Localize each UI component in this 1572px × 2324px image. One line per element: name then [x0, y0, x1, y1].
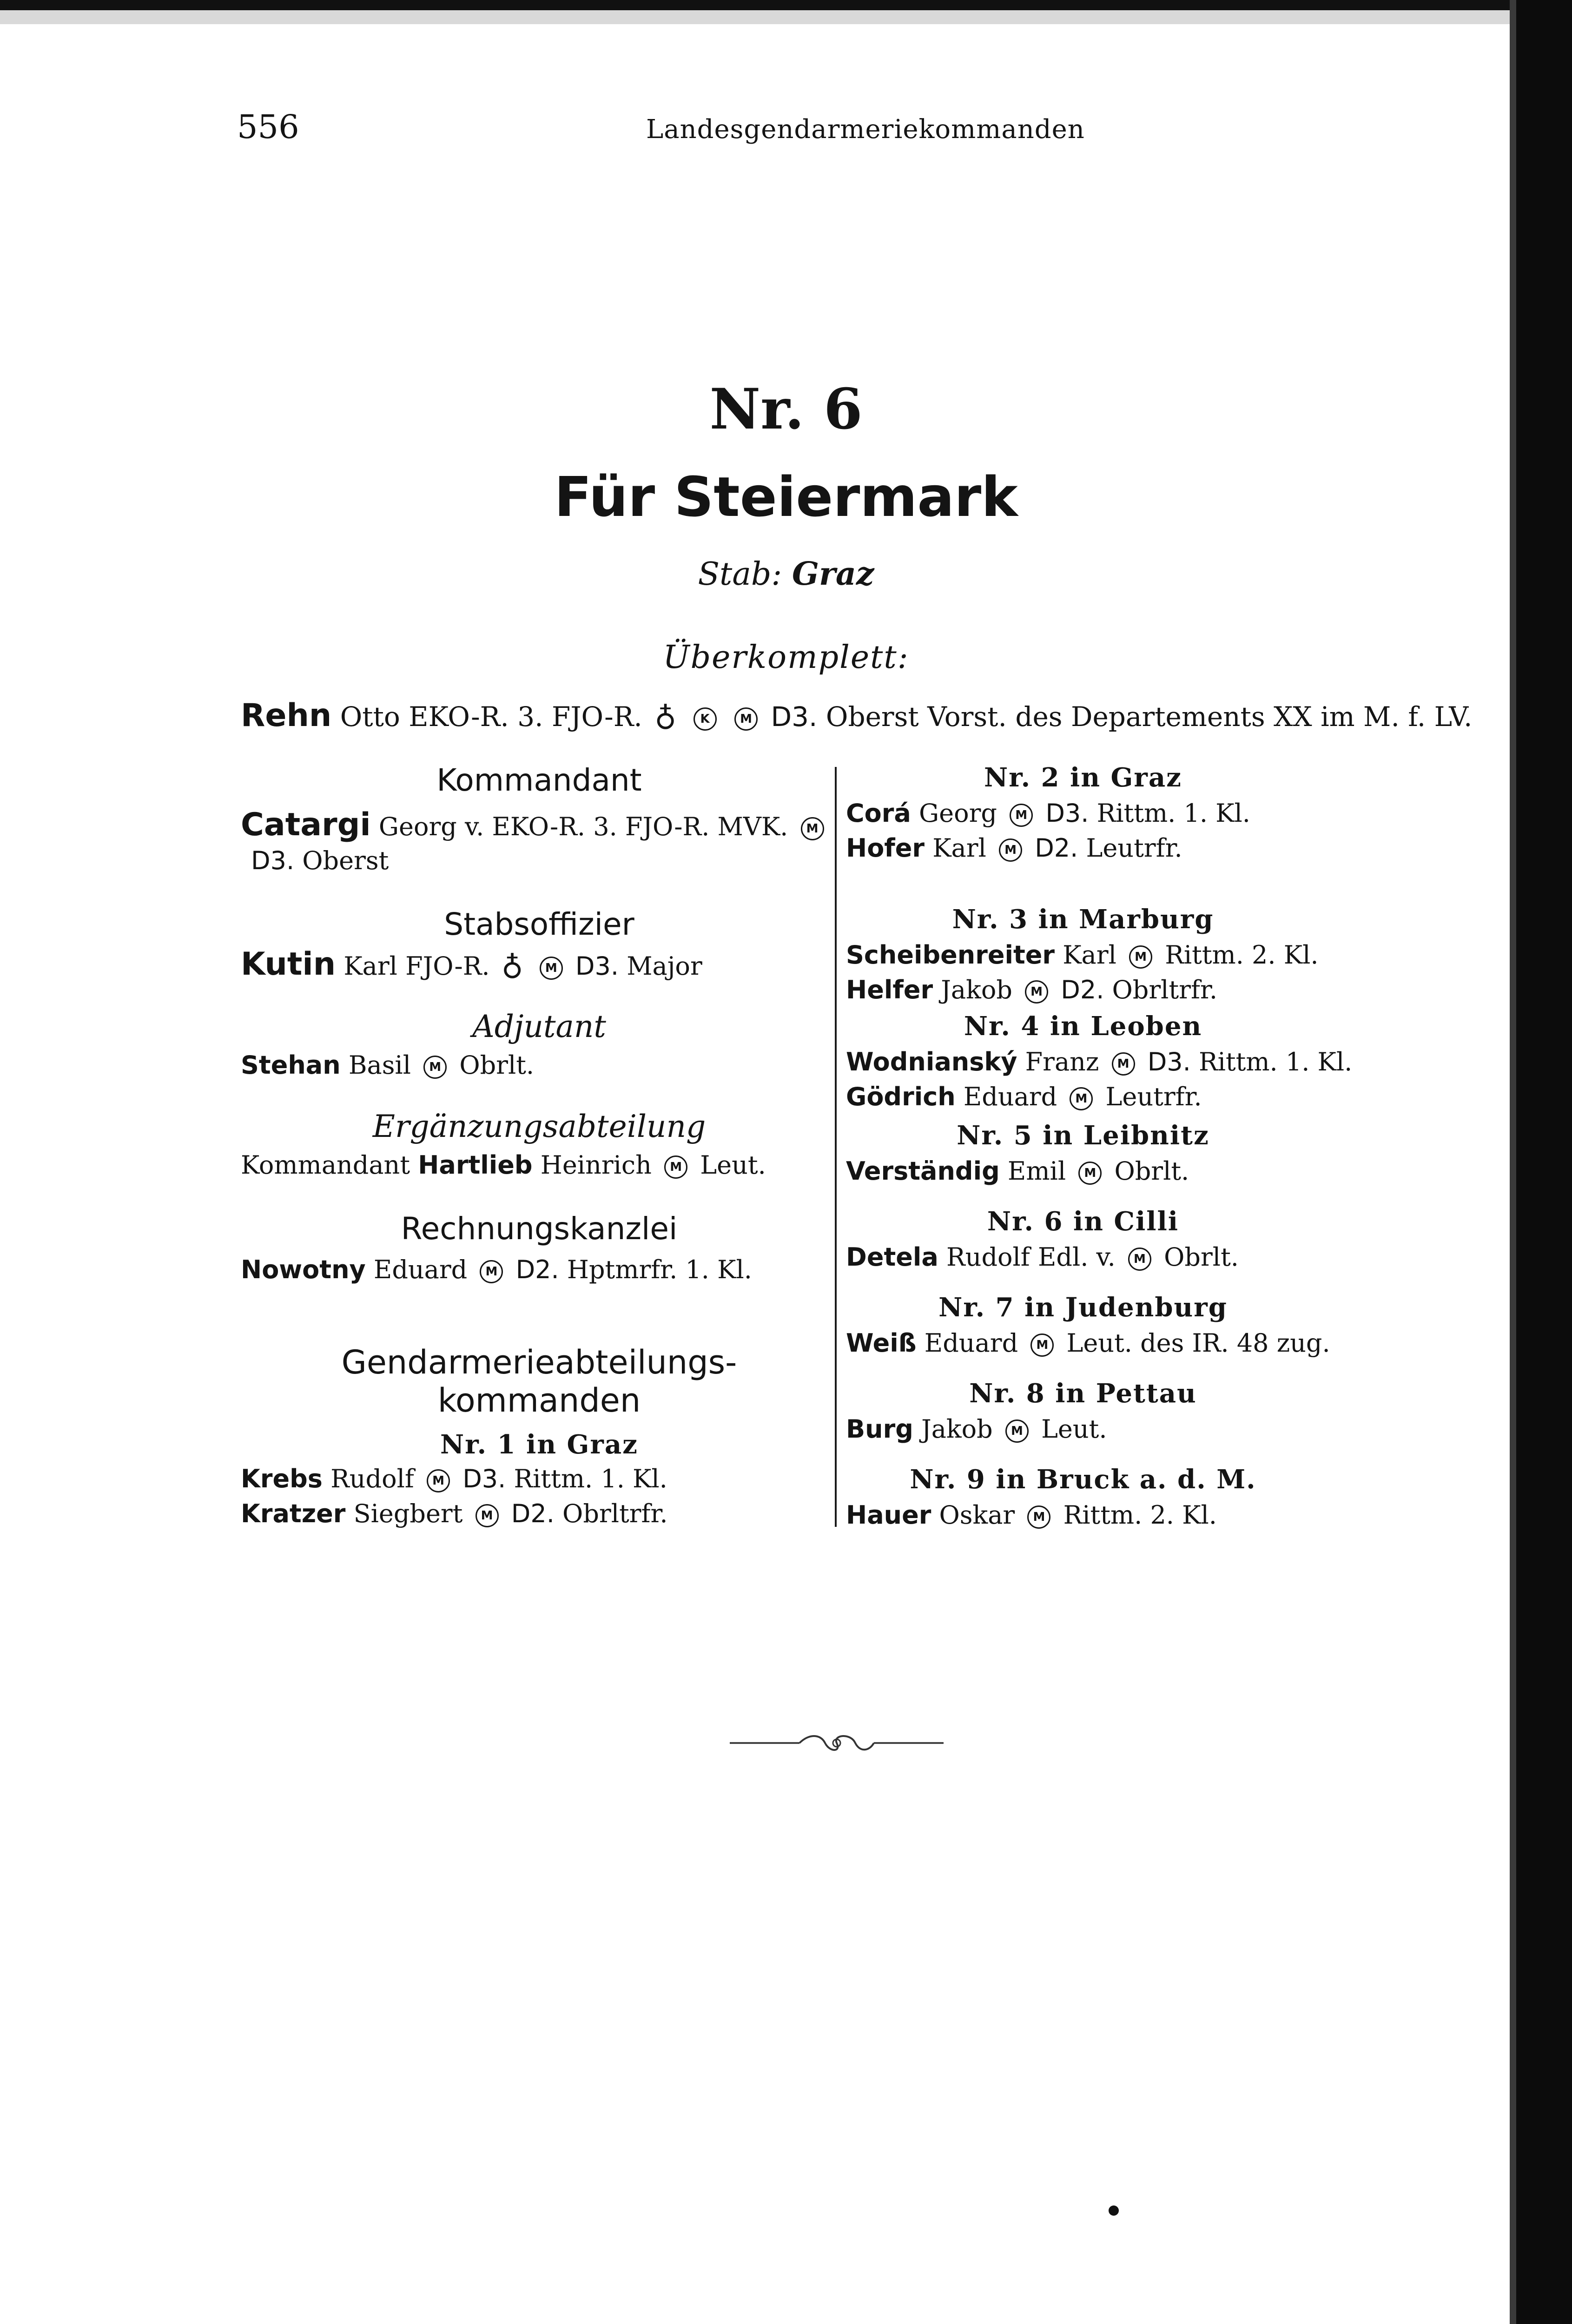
hartlieb-entry: [241, 1150, 766, 1180]
m-badge-icon: M: [427, 1469, 450, 1492]
entry-orders: EKO-R. 3. FJO-R.: [409, 701, 642, 733]
stab-label: Stab:: [698, 556, 782, 593]
station-entry: [846, 1082, 1202, 1111]
ornament-divider: [730, 1729, 944, 1757]
entry-rank: Oberst: [826, 701, 919, 733]
m-badge-icon: M: [801, 817, 824, 840]
m-badge-icon: M: [999, 838, 1022, 862]
station-entry: [846, 833, 1182, 863]
station-entry: [846, 975, 1217, 1004]
krebs-entry: [241, 1464, 667, 1493]
section-title: Für Steiermark: [554, 465, 1018, 529]
entry-given: Eduard: [924, 1328, 1018, 1358]
entry-d: D3.: [771, 701, 818, 733]
entry-rank: Rittm. 2. Kl.: [1165, 940, 1319, 970]
m-badge-icon: M: [734, 707, 758, 731]
ink-dot: [1109, 2205, 1119, 2216]
kommandant-heading: Kommandant: [436, 762, 642, 798]
kutin-entry: [241, 946, 702, 985]
entry-rank: Obrlt.: [459, 1050, 535, 1080]
scan-border-right: [1516, 0, 1572, 2324]
entry-surname: Detela: [846, 1242, 938, 1272]
m-badge-icon: M: [476, 1504, 499, 1527]
entry-rank: Obrltrfr.: [1112, 975, 1217, 1004]
ring-icon: ♁: [654, 701, 677, 736]
entry-given: Otto: [340, 701, 400, 733]
m-badge-icon: M: [1070, 1087, 1093, 1110]
k-badge-icon: K: [694, 707, 717, 731]
entry-given: Franz: [1025, 1047, 1099, 1076]
entry-given: Karl: [932, 833, 986, 863]
station-entry: [846, 1047, 1352, 1076]
entry-given: Georg: [918, 799, 997, 828]
entry-given: Rudolf Edl. v.: [946, 1242, 1116, 1272]
page-number: 556: [237, 108, 299, 146]
entry-given: Siegbert: [353, 1499, 463, 1528]
section-number: Nr. 6: [709, 376, 863, 442]
stabsoffizier-heading: Stabsoffizier: [444, 906, 634, 942]
station-heading: Nr. 6 in Cilli: [987, 1206, 1179, 1237]
m-badge-icon: M: [480, 1260, 503, 1283]
catargi-entry-cont: [251, 846, 389, 875]
entry-surname: Stehan: [241, 1050, 341, 1080]
entry-rank: Rittm. 1. Kl.: [1096, 799, 1250, 828]
entry-surname: Rehn: [241, 697, 332, 734]
gendarmerie-heading: [251, 1343, 827, 1419]
entry-surname: Weiß: [846, 1328, 917, 1358]
m-badge-icon: M: [423, 1056, 447, 1079]
m-badge-icon: M: [1128, 1248, 1151, 1271]
station-heading: Nr. 4 in Leoben: [964, 1011, 1202, 1042]
entry-given: Emil: [1007, 1156, 1066, 1186]
entry-surname: Hauer: [846, 1500, 931, 1530]
m-badge-icon: M: [540, 957, 563, 980]
stab-line: [0, 555, 1572, 593]
entry-rank: Leut.: [700, 1150, 766, 1180]
entry-surname: Catargi: [241, 806, 371, 843]
column-divider: [835, 767, 837, 1527]
entry-d: D3.: [575, 951, 619, 981]
scan-border-right-inner: [1510, 0, 1516, 2324]
uberkomplett-heading: Überkomplett:: [663, 639, 909, 676]
entry-surname: Corá: [846, 799, 911, 828]
entry-d: D2.: [1035, 833, 1078, 863]
entry-given: Heinrich: [540, 1150, 652, 1180]
m-badge-icon: M: [1030, 1334, 1054, 1357]
m-badge-icon: M: [1078, 1162, 1102, 1185]
entry-rank: Leutrfr.: [1086, 833, 1182, 863]
adjutant-heading: Adjutant: [472, 1009, 606, 1044]
entry-surname: Krebs: [241, 1464, 323, 1493]
entry-given: Karl: [1063, 940, 1116, 970]
entry-given: Oskar: [939, 1500, 1015, 1530]
entry-orders: Karl FJO-R.: [343, 951, 490, 981]
entry-surname: Hofer: [846, 833, 925, 863]
entry-post: Vorst. des Departements XX im M. f. LV.: [927, 701, 1473, 733]
entry-rank: Oberst: [302, 846, 389, 875]
entry-d: D2.: [511, 1499, 555, 1528]
entry-surname: Gödrich: [846, 1082, 956, 1111]
entry-rank: Rittm. 1. Kl.: [1199, 1047, 1353, 1076]
entry-given: Rudolf: [330, 1464, 414, 1493]
stab-place: Graz: [792, 555, 874, 593]
entry-surname: Nowotny: [241, 1255, 366, 1284]
gendarmerie-heading-line1: Gendarmerieabteilungs-: [341, 1343, 737, 1381]
m-badge-icon: M: [1129, 945, 1152, 969]
m-badge-icon: M: [1025, 980, 1048, 1004]
flourish-icon: [730, 1729, 944, 1757]
station-heading: Nr. 8 in Pettau: [969, 1378, 1197, 1409]
station-heading: Nr. 5 in Leibnitz: [957, 1120, 1209, 1151]
m-badge-icon: M: [1005, 1419, 1029, 1443]
m-badge-icon: M: [1010, 804, 1033, 827]
nowotny-entry: [241, 1255, 752, 1284]
entry-orders: Georg v. EKO-R. 3. FJO-R. MVK.: [378, 812, 788, 841]
station-heading: Nr. 7 in Judenburg: [938, 1292, 1228, 1323]
scan-shadow-band: [0, 10, 1510, 24]
entry-given: Basil: [348, 1050, 411, 1080]
entry-surname: Wodnianský: [846, 1047, 1017, 1076]
station-entry: [846, 1328, 1330, 1358]
m-badge-icon: M: [664, 1155, 687, 1179]
entry-rank: Major: [627, 951, 702, 981]
entry-given: Eduard: [963, 1082, 1057, 1111]
entry-d: D2.: [1061, 975, 1104, 1004]
entry-surname: Kratzer: [241, 1499, 346, 1528]
station-entry: [846, 1414, 1107, 1444]
ergaenzung-heading: Ergänzungsabteilung: [372, 1109, 706, 1144]
station-heading: Nr. 9 in Bruck a. d. M.: [910, 1464, 1256, 1495]
station-entry: [846, 799, 1250, 828]
entry-d: D3.: [1147, 1047, 1191, 1076]
scan-border-top: [0, 0, 1572, 10]
entry-given: Jakob: [921, 1414, 993, 1444]
entry-surname: Verständig: [846, 1156, 1000, 1186]
station-heading: Nr. 3 in Marburg: [952, 904, 1214, 935]
entry-surname: Helfer: [846, 975, 933, 1004]
station-entry: [846, 940, 1319, 970]
ring-icon: ♁: [501, 951, 523, 985]
entry-rank: Obrltrfr.: [562, 1499, 668, 1528]
entry-given: Jakob: [941, 975, 1012, 1004]
station-entry: [846, 1242, 1239, 1272]
entry-surname: Burg: [846, 1414, 913, 1444]
kratzer-entry: [241, 1499, 668, 1528]
gendarmerie-heading-line2: kommanden: [437, 1381, 641, 1419]
entry-d: D3.: [251, 846, 295, 875]
station-entry: [846, 1500, 1217, 1530]
entry-surname: Kutin: [241, 946, 336, 983]
catargi-entry: [241, 806, 829, 843]
entry-surname: Scheibenreiter: [846, 940, 1055, 970]
stehan-entry: [241, 1050, 534, 1080]
entry-role: Kommandant: [241, 1150, 410, 1180]
rehn-entry: [241, 697, 1472, 736]
entry-rank: Leutrfr.: [1105, 1082, 1202, 1111]
entry-rank: Rittm. 2. Kl.: [1063, 1500, 1217, 1530]
station-entry: [846, 1156, 1189, 1186]
entry-given: Eduard: [373, 1255, 468, 1284]
rechnung-heading: Rechnungskanzlei: [401, 1211, 678, 1247]
entry-rank: Leut. des IR. 48 zug.: [1066, 1328, 1330, 1358]
entry-rank: Leut.: [1041, 1414, 1107, 1444]
entry-d: D3.: [1045, 799, 1089, 828]
station-heading: Nr. 2 in Graz: [984, 762, 1182, 793]
running-head: Landesgendarmeriekommanden: [646, 114, 1085, 145]
entry-rank: Rittm. 1. Kl.: [514, 1464, 667, 1493]
nr1-heading: Nr. 1 in Graz: [440, 1429, 638, 1460]
m-badge-icon: M: [1112, 1052, 1135, 1076]
entry-d: D2.: [515, 1255, 559, 1284]
entry-rank: Obrlt.: [1164, 1242, 1239, 1272]
entry-rank: Obrlt.: [1114, 1156, 1189, 1186]
entry-rank: Hptmrfr. 1. Kl.: [567, 1255, 752, 1284]
entry-d: D3.: [462, 1464, 506, 1493]
m-badge-icon: M: [1027, 1505, 1050, 1529]
entry-surname: Hartlieb: [418, 1150, 533, 1180]
